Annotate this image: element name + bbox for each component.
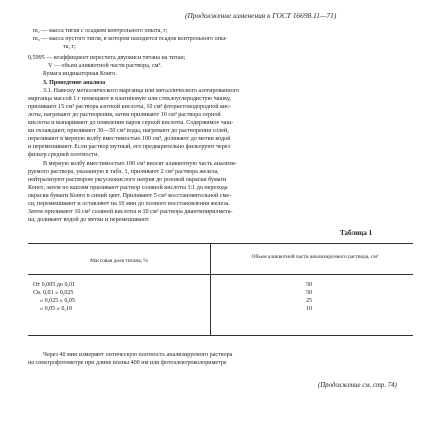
table-bottom-rule <box>28 335 413 336</box>
table-header-rule <box>28 274 413 275</box>
text-line: ки охлаждают, приливают 30—50 см³ воды, нагревают до растворения солей, <box>28 128 229 134</box>
text-line: та, г; <box>63 44 76 50</box>
text-line: Затем приливают 10 см³ соляной кислоты и 10 см³ раствора диантипирилмета- <box>28 209 233 215</box>
text-line: приливают 15 см³ раствора азотной кислоты, 10 см³ фтористоводородной кис- <box>28 104 232 110</box>
table-header-mass-fraction: Массовая доля титана, % <box>90 258 148 264</box>
text-line: Конго, затем по каплям приливают раствор соляной кислоты 1:1 до перехода <box>28 185 228 191</box>
text-line: кислоты и выпаривают до появления паров серной кислоты. Содержимое чаш- <box>28 120 234 126</box>
text-line: В мерную колбу вместимостью 100 см³ вносят аликвотную часть анализи- <box>43 161 237 167</box>
table-cell-range: » 0,025 » 0,05 <box>40 298 76 304</box>
text-line: руемого раствора, указанную в табл. 1, приливают 2 см³ раствора железа, <box>28 169 219 175</box>
text-line: на, доливают водой до метки и перемешивают. <box>28 217 150 223</box>
text-line: Через 40 мин измеряют оптическую плотность анализируемого раствора <box>43 352 233 358</box>
table-cell-volume: 50 <box>306 290 313 296</box>
continuation-note: (Продолжение см. стр. 74) <box>318 382 397 389</box>
text-line: на спектрофотометре при длине волны 400 нм или фотоэлектроколориметре <box>28 360 227 366</box>
table-cell-range: » 0,05 » 0,10 <box>40 306 72 312</box>
text-line: марганца массой 1 г помещают в платиновую или стеклоуглеродистую чашку, <box>28 96 231 102</box>
text-line: V — объем аликвотной части раствора, см³. <box>48 63 162 69</box>
text-line: нейтрализуют раствором уксуснокислого натрия до розовой окраски бумаги <box>28 177 227 183</box>
text-line: си, перемешивают и оставляют на 10 мин до полного восстановления железа. <box>28 201 230 207</box>
text-line: Бумага индикаторная Конго. <box>43 71 117 77</box>
text-line: лоты, нагревают до растворения, затем приливают 10 см³ раствора серной <box>28 112 221 118</box>
table-cell-volume: 50 <box>306 282 313 288</box>
text-line: фильтр средней плотности. <box>28 152 99 158</box>
table-cell-range: От 0,005 до 0,01 <box>33 282 76 288</box>
table-cell-volume: 10 <box>306 306 313 312</box>
text-line: переливают в мерную колбу вместимостью 100 см³, доливают до метки водой <box>28 136 231 142</box>
text-line: 3.1. Навеску металлического марганца или металлического азотированного <box>43 88 240 94</box>
text-line: m₃ — масса пустого тигля, в котором находится осадок контрольного опы- <box>33 36 228 42</box>
text-line: окраски бумаги Конго в синий цвет. Приливают 5 см³ восстановительной сме- <box>28 193 232 199</box>
text-line: 0,5995 — коэффициент пересчета двуокиси титана на титан; <box>28 55 186 61</box>
table-column-divider <box>210 243 211 335</box>
table-title: Таблица 1 <box>340 229 373 237</box>
text-line: m₂ — масса тигля с осадком контрольного опыта, г; <box>33 28 168 34</box>
table-top-rule <box>28 243 413 244</box>
table-cell-volume: 25 <box>306 298 313 304</box>
table-cell-range: Св. 0,01 » 0,025 <box>33 290 74 296</box>
page-header: (Продолжение изменения к ГОСТ 16698.11—71) <box>185 11 337 20</box>
table-header-aliquot-volume: Объем аликвотной части анализируемого раствора, см³ <box>251 254 379 260</box>
section-heading: 3. Проведение анализа <box>43 80 106 86</box>
text-line: и перемешивают. Если раствор мутный, его предварительно фильтруют через <box>28 144 230 150</box>
